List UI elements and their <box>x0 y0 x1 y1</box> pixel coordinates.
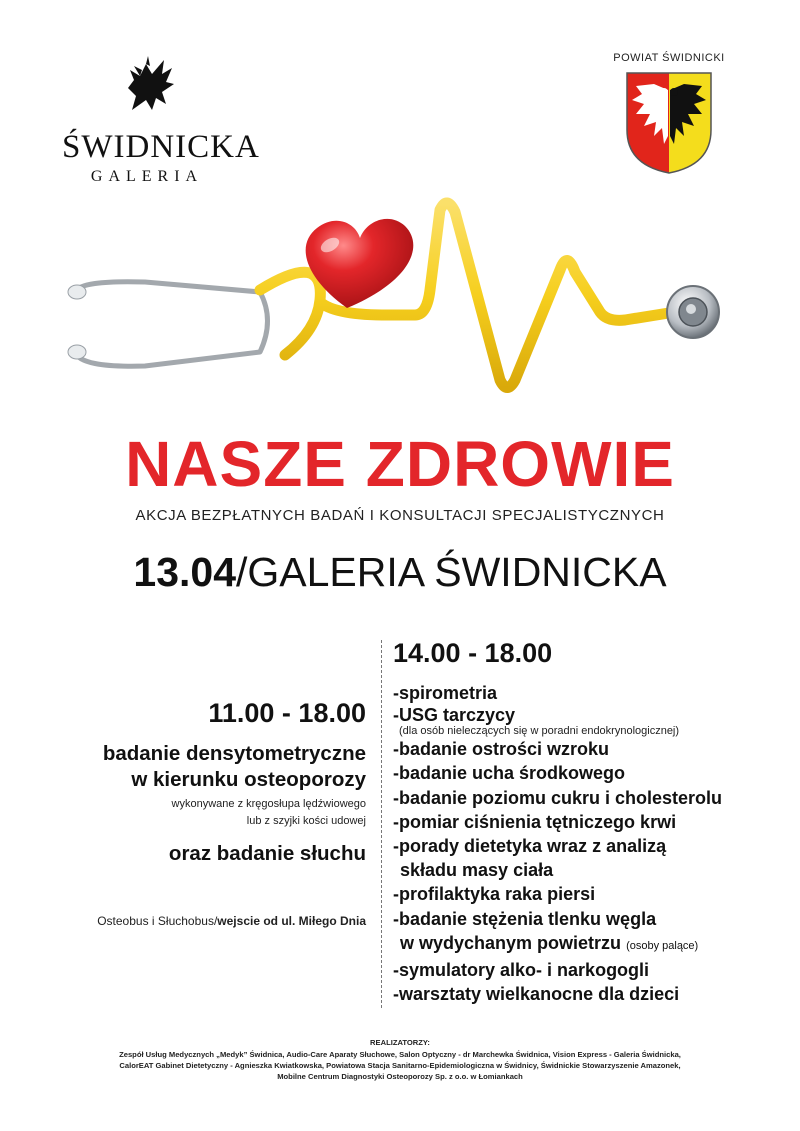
list-item: -badanie poziomu cukru i cholesterolu <box>393 787 723 808</box>
hearing-heading: oraz badanie słuchu <box>168 842 366 865</box>
list-item: -warsztaty wielkanocne dla dzieci <box>393 984 680 1005</box>
ear-tip-top <box>68 285 86 299</box>
list-item: -profilaktyka raka piersi <box>393 884 596 905</box>
list-item: -USG tarczycy <box>393 705 516 726</box>
list-item-continued: składu masy ciała <box>400 860 554 881</box>
list-item-continued <box>393 931 793 958</box>
densitometry-note-1: wykonywane z kręgosłupa lędźwiowego <box>171 798 366 810</box>
logo-name: ŚWIDNICKA <box>62 129 260 165</box>
stethoscope-heart-illustration <box>55 190 745 400</box>
list-item: -spirometria <box>393 683 498 703</box>
list-item: -symulatory alko- i narkogogli <box>393 960 650 981</box>
left-column <box>20 700 366 866</box>
organizers-line-1: Zespół Usług Medycznych „Medyk” Świdnica, Audio-Care Aparaty Słuchowe, Salon Optyczny - dr Marchewka Świdnica, Vision Express - Galeria Świdnicka, <box>119 1050 681 1059</box>
coat-of-arms-label: POWIAT ŚWIDNICKI <box>613 52 725 64</box>
organizers-line-2: CalorEAT Gabinet Dietetyczny - Agnieszka Kwiatkowska, Powiatowa Stacja Sanitarno-Epidemiologiczna w Świdnicy, Świdnickie Stowarzyszenie Amazonek, <box>119 1061 681 1070</box>
galeria-swidnicka-logo <box>62 52 260 186</box>
column-divider <box>381 640 382 1008</box>
location-vehicles: Osteobus i Słuchobus/ <box>97 914 218 928</box>
event-venue: /GALERIA ŚWIDNICKA <box>236 549 667 595</box>
list-item: -badanie stężenia tlenku węgla <box>393 908 657 929</box>
list-item: -pomiar ciśnienia tętniczego krwi <box>393 811 677 832</box>
powiat-swidnicki-logo <box>596 52 742 181</box>
stethoscope-binaural <box>75 282 260 367</box>
densitometry-note <box>20 796 366 830</box>
organizers-line-3: Mobilne Centrum Diagnostyki Osteoporozy Sp. z o.o. w Łomiankach <box>277 1072 523 1081</box>
location-entrance: wejscie od ul. Miłego Dnia <box>217 914 366 928</box>
densitometry-note-2: lub z szyjki kości udowej <box>246 815 366 827</box>
right-time: 14.00 - 18.00 <box>393 638 553 668</box>
list-item: -badanie ucha środkowego <box>393 763 626 784</box>
right-column <box>393 640 793 1006</box>
event-subtitle: AKCJA BEZPŁATNYCH BADAŃ I KONSULTACJI SPECJALISTYCZNYCH <box>135 507 665 524</box>
event-date: 13.04 <box>133 549 236 595</box>
logo-sub: GALERIA <box>90 168 204 185</box>
densitometry-line-1: badanie densytometryczne <box>102 742 366 765</box>
coat-of-arms-icon <box>624 70 714 176</box>
ear-tip-bottom <box>68 345 86 359</box>
co-note: (osoby palące) <box>626 939 699 952</box>
list-item: -porady dietetyka wraz z analizą <box>393 836 667 857</box>
event-title: NASZE ZDROWIE <box>125 428 675 500</box>
left-time: 11.00 - 18.00 <box>208 698 366 728</box>
date-venue-line <box>0 549 800 595</box>
co-line-2: w wydychanym powietrzu <box>400 932 622 953</box>
organizers-heading: REALIZATORZY: <box>370 1038 430 1047</box>
list-item: -badanie ostrości wzroku <box>393 739 610 760</box>
griffin-icon <box>112 52 182 122</box>
organizers-footer <box>30 1037 770 1082</box>
densitometry-line-2: w kierunku osteoporozy <box>131 768 366 791</box>
left-location <box>20 914 366 928</box>
densitometry-heading <box>20 741 366 793</box>
list-item-note: (dla osób nieleczących się w poradni endokrynologicznej) <box>399 725 680 738</box>
